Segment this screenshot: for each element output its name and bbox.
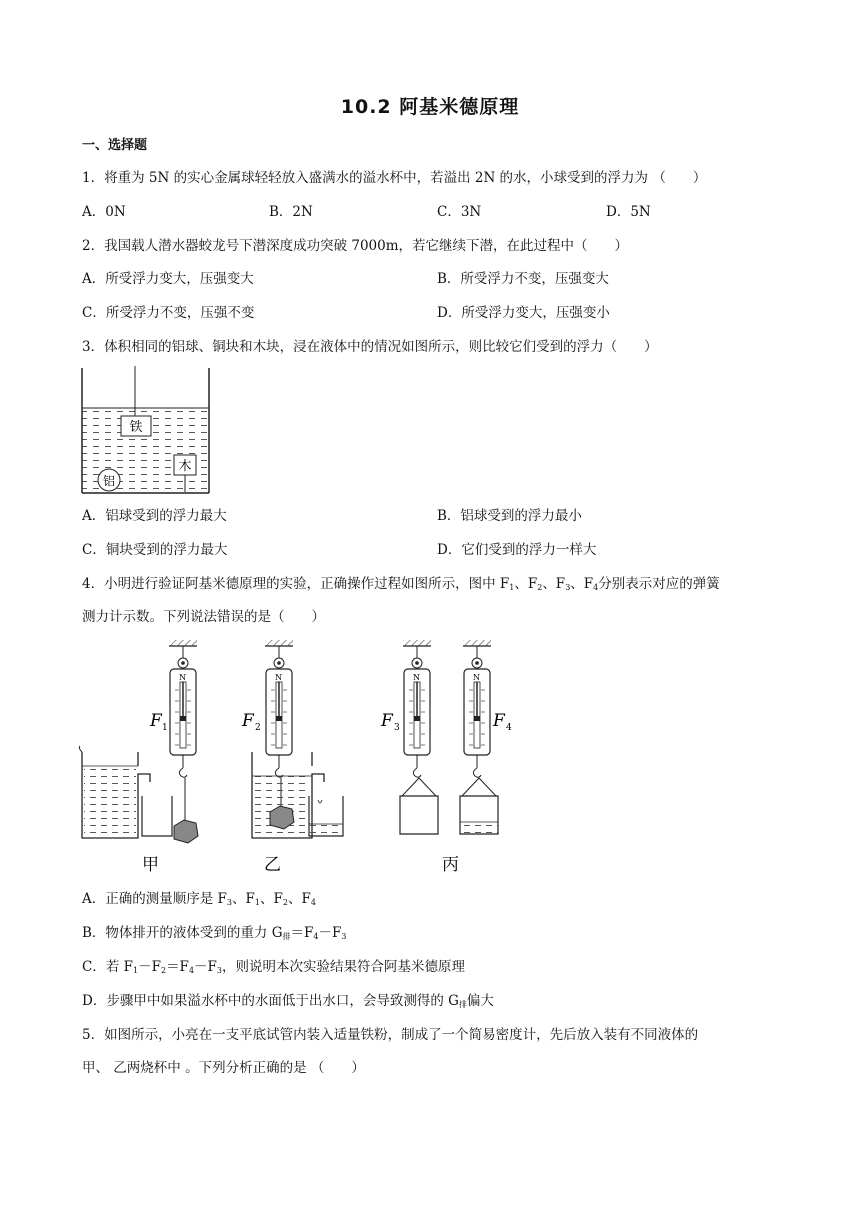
label-bing: 丙 <box>442 855 459 875</box>
f1-label: F <box>150 711 162 731</box>
question-3-stem: 3．体积相同的铝球、铜块和木块，浸在液体中的情况如图所示，则比较它们受到的浮力（ ） <box>82 339 658 355</box>
question-2-option-d[interactable]: D．所受浮力变大，压强变小 <box>437 305 610 321</box>
f2-label: F <box>242 711 254 731</box>
question-4-stem-line2: 测力计示数。下列说法错误的是（ ） <box>82 609 325 625</box>
question-4-option-d[interactable]: D．步骤甲中如果溢水杯中的水面低于出水口，会导致测得的 $G_排$偏大 <box>82 993 494 1009</box>
hanging-beaker-4 <box>460 778 498 834</box>
iron-label: 铁 <box>129 420 143 435</box>
question-5-stem-line2: 甲、 乙两烧杯中 。下列分析正确的是 （ ） <box>82 1060 365 1076</box>
svg-text:N: N <box>413 673 420 682</box>
f3-label: F <box>381 711 393 731</box>
question-3-option-d[interactable]: D．它们受到的浮力一样大 <box>437 542 597 558</box>
f1-subscript: 1 <box>162 723 168 733</box>
question-1-option-d[interactable]: D．5N <box>606 204 651 220</box>
f4-subscript: 4 <box>506 723 512 733</box>
spring-scale-4 <box>463 640 491 777</box>
question-2-stem: 2．我国载人潜水器蛟龙号下潜深度成功突破 7000m，若它继续下潜，在此过程中（ ） <box>82 238 629 254</box>
question-1-stem: 1．将重为 5N 的实心金属球轻轻放入盛满水的溢水杯中，若溢出 2N 的水，小球受到的浮力为 （ ） <box>82 170 707 186</box>
question-4-option-c[interactable]: C．若 $F_1-F_2=F_4-F_3$，则说明本次实验结果符合阿基米德原理 <box>82 959 465 975</box>
f2-subscript: 2 <box>255 723 261 733</box>
question-4-figure <box>78 640 518 876</box>
question-4-option-a[interactable]: A．正确的测量顺序是 $F_3$、$F_1$、$F_2$、$F_4$ <box>82 891 316 907</box>
question-1-option-c[interactable]: C．3N <box>437 204 482 220</box>
question-2-option-c[interactable]: C．所受浮力不变，压强不变 <box>82 305 255 321</box>
question-4-stem-line1: 4．小明进行验证阿基米德原理的实验，正确操作过程如图所示，图中 $F_1$、$F_2$、$F_3$、$F_4$分别表示对应的弹簧 <box>82 576 720 592</box>
spring-scale-1 <box>169 640 197 820</box>
label-jia: 甲 <box>142 855 159 875</box>
wood-label: 木 <box>178 459 192 474</box>
f3-subscript: 3 <box>394 723 400 733</box>
spring-scale-3 <box>403 640 431 777</box>
question-1-option-a[interactable]: A．0N <box>82 204 126 220</box>
question-2-option-a[interactable]: A．所受浮力变大，压强变大 <box>82 271 254 287</box>
page-title: 10.2 阿基米德原理 <box>340 96 520 118</box>
question-3-option-b[interactable]: B．铝球受到的浮力最小 <box>437 508 582 524</box>
label-yi: 乙 <box>264 855 281 875</box>
question-2-option-b[interactable]: B．所受浮力不变，压强变大 <box>437 271 609 287</box>
section-heading: 一、选择题 <box>82 138 148 153</box>
svg-text:N: N <box>473 673 480 682</box>
question-1-option-b[interactable]: B．2N <box>269 204 313 220</box>
aluminum-label: 铝 <box>102 474 116 488</box>
small-beaker-2 <box>309 796 343 836</box>
hanging-beaker-3 <box>400 778 438 834</box>
question-5-stem-line1: 5．如图所示，小亮在一支平底试管内装入适量铁粉，制成了一个简易密度计，先后放入装有不同液体的 <box>82 1027 699 1043</box>
f4-label: F <box>493 711 505 731</box>
small-beaker-1 <box>142 796 172 836</box>
question-3-option-a[interactable]: A．铝球受到的浮力最大 <box>82 508 227 524</box>
svg-text:N: N <box>179 673 186 682</box>
overflow-cup-1 <box>79 746 150 838</box>
question-3-figure <box>80 366 214 496</box>
question-4-option-b[interactable]: B．物体排开的液体受到的重力 $G_排=F_4-F_3$ <box>82 925 347 941</box>
question-3-option-c[interactable]: C．铜块受到的浮力最大 <box>82 542 228 558</box>
svg-text:N: N <box>275 673 282 682</box>
rock-1 <box>174 820 198 843</box>
